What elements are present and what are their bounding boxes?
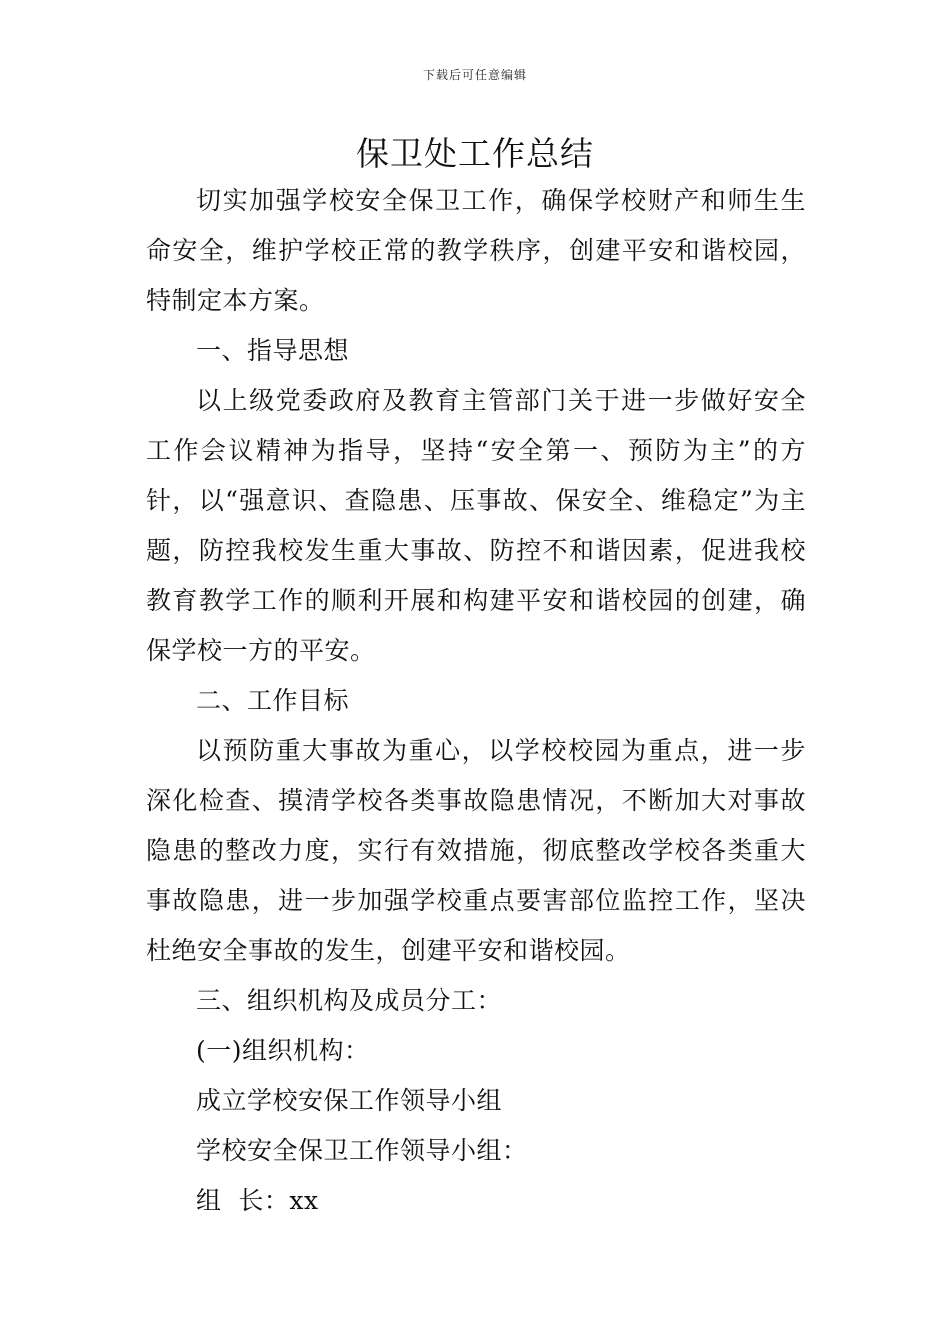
organization-line: 成立学校安保工作领导小组 [196, 1086, 503, 1115]
leadership-group-line: 学校安全保卫工作领导小组： [196, 1136, 528, 1165]
guiding-ideology-paragraph: 以上级党委政府及教育主管部门关于进一步做好安全工作会议精神为指导，坚持“安全第一、预防为主”的方针，以“强意识、查隐患、压事故、保安全、维稳定”为主题，防控我校发生重大事故、防控不和谐因素，促进我校教育教学工作的顺利开展和构建平安和谐校园的创建，确保学校一方的平安。 [146, 386, 806, 665]
document-body [146, 176, 806, 1226]
intro-paragraph: 切实加强学校安全保卫工作，确保学校财产和师生生命安全，维护学校正常的教学秩序，创建平安和谐校园，特制定本方案。 [146, 186, 806, 315]
section-heading-work-goals: 二、工作目标 [196, 686, 350, 715]
document-title: 保卫处工作总结 [356, 134, 594, 173]
work-goals-paragraph: 以预防重大事故为重心，以学校校园为重点，进一步深化检查、摸清学校各类事故隐患情况，不断加大对事故隐患的整改力度，实行有效措施，彻底整改学校各类重大事故隐患，进一步加强学校重点要害部位监控工作，坚决杜绝安全事故的发生，创建平安和谐校园。 [146, 736, 806, 965]
header-note: 下载后可任意编辑 [422, 68, 527, 82]
section-heading-organization: 三、组织机构及成员分工： [196, 986, 503, 1015]
subsection-heading-organization: (一)组织机构： [196, 1036, 370, 1065]
section-heading-guiding-ideology: 一、指导思想 [196, 336, 350, 365]
group-leader-line: 组 长：xx [196, 1186, 319, 1215]
